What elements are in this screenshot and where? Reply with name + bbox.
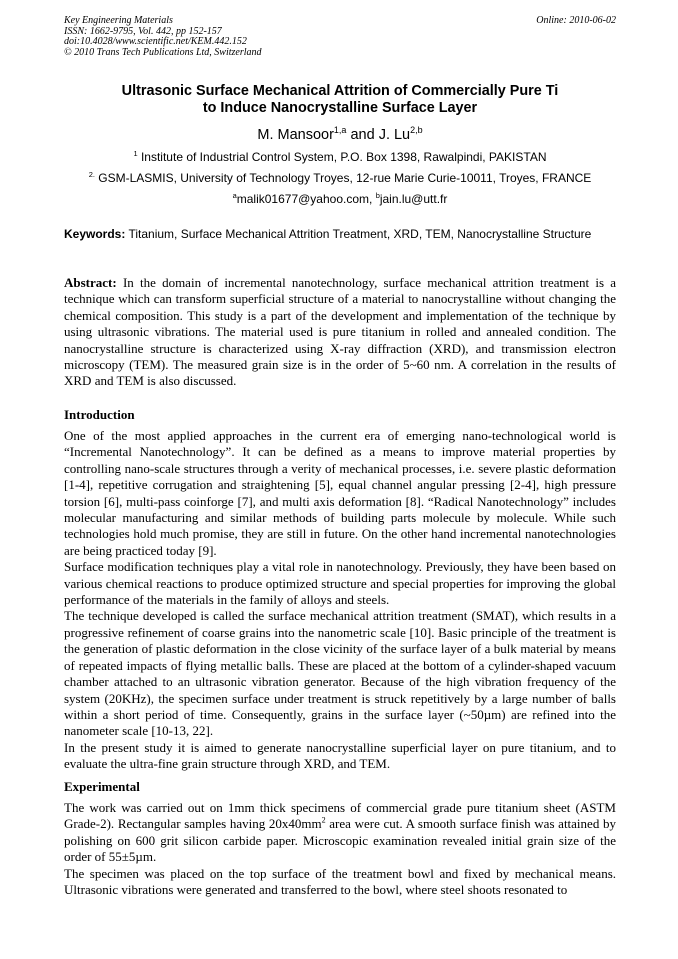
- experimental-paragraph-2: The specimen was placed on the top surface of the treatment bowl and fixed by mechanical means. Ultrasonic vibrations were generated and transferred to the bowl, where steel shoots resonated to: [64, 865, 616, 898]
- journal-name: Key Engineering Materials: [64, 15, 173, 26]
- author-2: J. Lu: [378, 127, 411, 143]
- introduction-paragraph-3: The technique developed is called the surface mechanical attrition treatment (SMAT), which results in a progressive refinement of coarse grains into the nanometric scale [10]. Basic principle of the treatment is the generation of plastic deformation in the close vicinity of the surface layer of a bulk material by means of repeated impacts of flying metallic balls. These are placed at the bottom of a cylinder-shaped vacuum chamber attached to an ultrasonic vibration generator. Because of the high vibration frequency of the system (20KHz), the specimen surface under treatment is struck repetitively by a large number of balls within a short period of time. Consequently, grains in the surface layer (~50µm) are refined into the nanometer scale [10-13, 22].: [64, 608, 616, 739]
- affiliation-2-mark: 2.: [88, 170, 95, 179]
- experimental-p1-part-a: The work was carried out on 1mm thick specimens of commercial grade pure titanium sheet (ASTM Grade-2). Rectangular samples having 20x40mm: [64, 800, 616, 832]
- abstract-text: In the domain of incremental nanotechnology, surface mechanical attrition treatment is a technique which can transform superficial structure of a material to nanocrystalline without changing the chemical composition. This study is a part of the development and implementation of the technique by using ultrasonic vibrations. The material used is pure titanium in rolled and annealed condition. The nanocrystalline structure is characterized using X-ray diffraction (XRD), and transmission electron microscopy (TEM). The measured grain size is in the order of 5~60 nm. A correlation in the results of XRD and TEM is also discussed.: [64, 275, 617, 389]
- affiliation-2-text: GSM-LASMIS, University of Technology Troyes, 12-rue Marie Curie-10011, Troyes, FRANCE: [98, 171, 592, 185]
- email-a[interactable]: malik01677@yahoo.com,: [236, 192, 373, 206]
- keywords-label: Keywords:: [64, 227, 126, 241]
- keywords: [64, 227, 616, 241]
- experimental-heading: Experimental: [64, 779, 140, 794]
- journal-header: [64, 16, 616, 58]
- introduction-heading: Introduction: [64, 407, 135, 422]
- affiliation-1-mark: 1: [133, 149, 138, 158]
- author-1-sup: 1,a: [333, 125, 347, 136]
- online-date: Online: 2010-06-02: [536, 15, 616, 26]
- paper-title: [64, 83, 616, 117]
- title-line-1: Ultrasonic Surface Mechanical Attrition of Commercially Pure Ti: [121, 83, 559, 99]
- experimental-paragraph-1: [64, 800, 616, 866]
- issn-line: ISSN: 1662-9795, Vol. 442, pp 152-157: [64, 25, 222, 37]
- experimental-body: [64, 800, 616, 898]
- abstract-label: Abstract:: [64, 275, 117, 290]
- email-a-mark: a: [232, 191, 237, 200]
- introduction-paragraph-1: One of the most applied approaches in the current era of emerging nano-technological world is “Incremental Nanotechnology”. It can be defined as a means to improve material properties by controlling nano-scale structures through a verity of mechanical processes, i.e. severe plastic deformation [1-4], repetitive corrugation and straightening [5], equal channel angular pressing [2-4], high pressure torsion [6], multi-pass coinforge [7], and multi axis deformation [8]. “Radical Nanotechnology” includes molecular manufacturing and similar methods of building parts molecule by molecule. While such technologies hold much promise, they are still in future. On the other hand incremental nanotechnologies are being practiced today [9].: [64, 428, 616, 558]
- affiliation-1-text: Institute of Industrial Control System, P.O. Box 1398, Rawalpindi, PAKISTAN: [140, 150, 547, 164]
- author-1: M. Mansoor: [257, 127, 334, 143]
- copyright-line: © 2010 Trans Tech Publications Ltd, Switzerland: [64, 46, 262, 58]
- email-b-mark: b: [375, 191, 380, 200]
- introduction-body: [64, 428, 616, 773]
- introduction-paragraph-4: In the present study it is aimed to generate nanocrystalline superficial layer on pure titanium, and to evaluate the ultra-fine grain structure through XRD, and TEM.: [64, 739, 616, 772]
- author-list: [64, 126, 616, 144]
- abstract: [64, 275, 616, 390]
- affiliation-2: [64, 171, 616, 185]
- author-2-sup: 2,b: [410, 125, 423, 136]
- experimental-p1-part-b: area were cut. A smooth surface finish was attained by polishing on 600 grit silicon carbide paper. Microscopic examination revealed initial grain size of the order of 55±5µm.: [64, 816, 616, 865]
- title-line-2: to Induce Nanocrystalline Surface Layer: [202, 100, 478, 116]
- keywords-text: Titanium, Surface Mechanical Attrition Treatment, XRD, TEM, Nanocrystalline Structure: [128, 227, 592, 241]
- affiliation-1: [64, 150, 616, 164]
- introduction-paragraph-2: Surface modification techniques play a vital role in nanotechnology. Previously, they have been based on various chemical reactions to produce optimized structure and special properties for improving the global performance of the materials in the family of alloys and steels.: [64, 559, 616, 608]
- author-and: and: [350, 127, 375, 143]
- email-b[interactable]: jain.lu@utt.fr: [379, 192, 448, 206]
- doi-line: doi:10.4028/www.scientific.net/KEM.442.152: [64, 36, 247, 47]
- experimental-p1-sup: 2: [321, 816, 326, 826]
- email-line: [64, 192, 616, 206]
